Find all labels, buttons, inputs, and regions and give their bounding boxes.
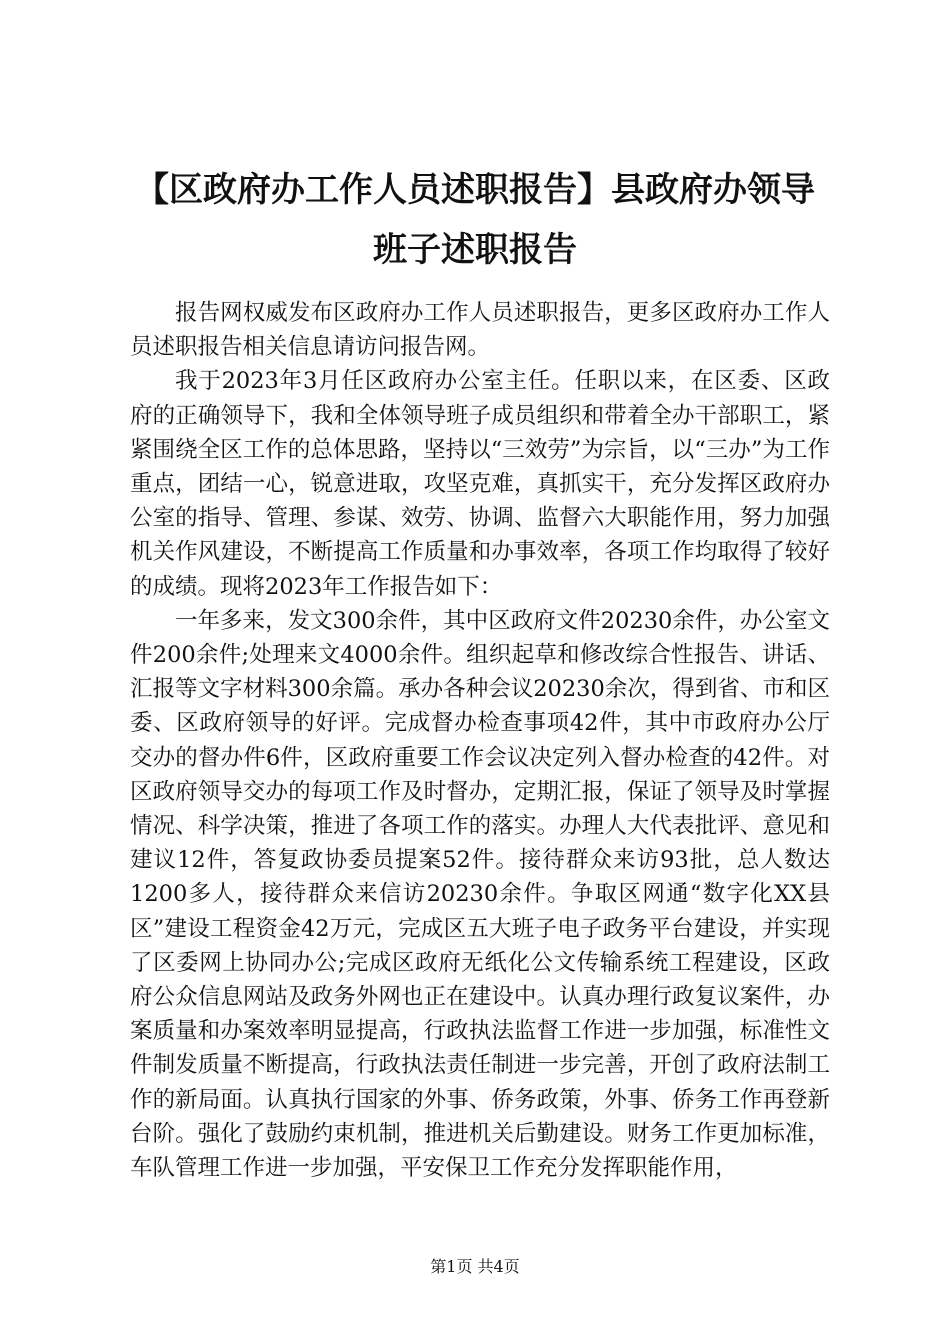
title-line-1: 【区政府办工作人员述职报告】县政府办领导 <box>135 170 815 210</box>
document-body <box>130 296 830 1185</box>
document-title <box>100 160 850 280</box>
title-line-2: 班子述职报告 <box>373 230 577 270</box>
paragraph-achievements: 一年多来，发文300余件，其中区政府文件20230余件，办公室文件200余件;处理来文4000余件。组织起草和修改综合性报告、讲话、汇报等文字材料300余篇。承办各种会议20230余次，得到省、市和区委、区政府领导的好评。完成督办检查事项42件，其中市政府办公厅交办的督办件6件，区政府重要工作会议决定列入督办检查的42件。对区政府领导交办的每项工作及时督办，定期汇报，保证了领导及时掌握情况、科学决策，推进了各项工作的落实。办理人大代表批评、意见和建议12件，答复政协委员提案52件。接待群众来访93批，总人数达1200多人，接待群众来信访20230余件。争取区网通“数字化XX县区”建设工程资金42万元，完成区五大班子电子政务平台建设，并实现了区委网上协同办公;完成区政府无纸化公文传输系统工程建设，区政府公众信息网站及政务外网也正在建设中。认真办理行政复议案件，办案质量和办案效率明显提高，行政执法监督工作进一步加强，标准性文件制发质量不断提高，行政执法责任制进一步完善，开创了政府法制工作的新局面。认真执行国家的外事、侨务政策，外事、侨务工作再登新台阶。强化了鼓励约束机制，推进机关后勤建设。财务工作更加标准，车队管理工作进一步加强，平安保卫工作充分发挥职能作用， <box>130 607 830 1182</box>
paragraph-summary: 我于2023年3月任区政府办公室主任。任职以来，在区委、区政府的正确领导下，我和全体领导班子成员组织和带着全办干部职工，紧紧围绕全区工作的总体思路，坚持以“三效劳”为宗旨，以“三办”为工作重点，团结一心，锐意进取，攻坚克难，真抓实干，充分发挥区政府办公室的指导、管理、参谋、效劳、协调、监督六大职能作用，努力加强机关作风建设，不断提高工作质量和办事效率，各项工作均取得了较好的成绩。现将2023年工作报告如下： <box>130 368 830 600</box>
paragraph-intro: 报告网权威发布区政府办工作人员述职报告，更多区政府办工作人员述职报告相关信息请访问报告网。 <box>130 300 830 361</box>
page-footer: 第1页 共4页 <box>430 1257 520 1276</box>
